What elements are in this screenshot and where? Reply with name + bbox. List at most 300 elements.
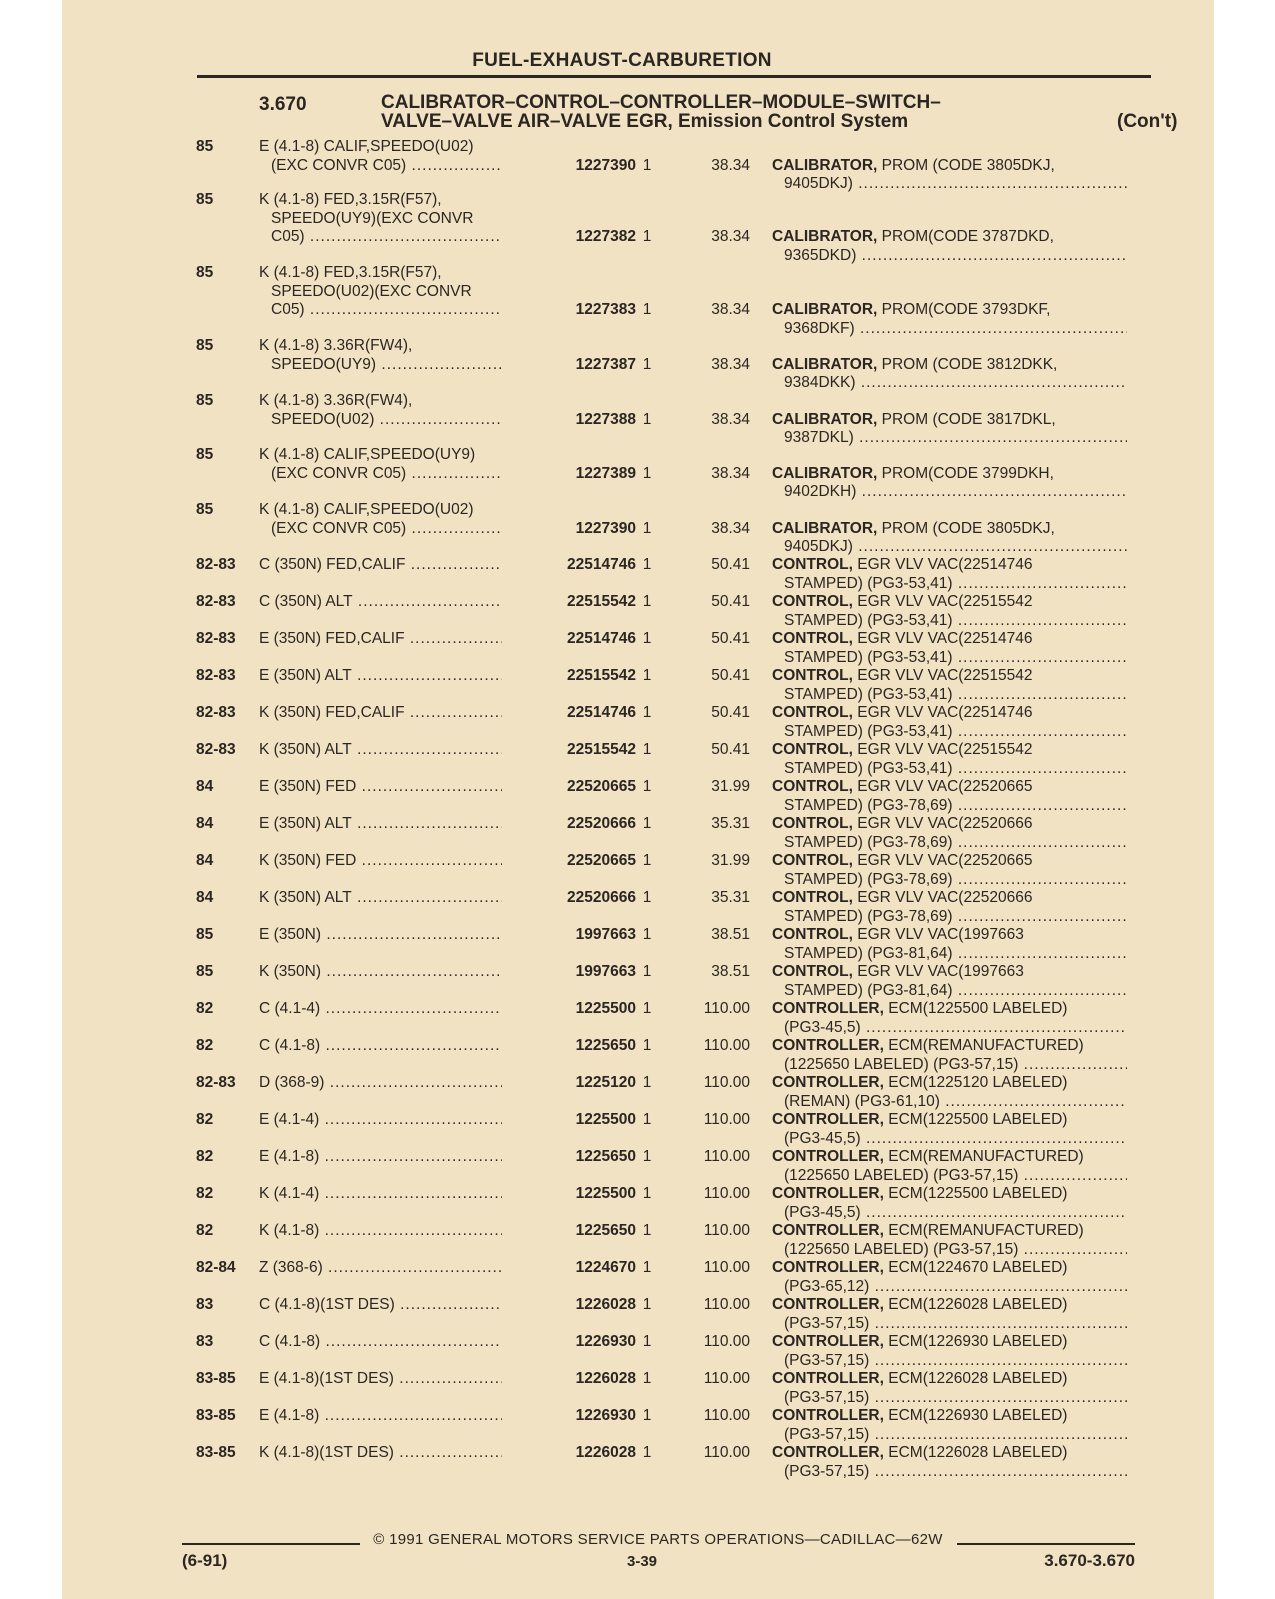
row-part-number: 1997663 [502,963,636,982]
row-part-number: 22514746 [502,630,636,649]
row-description-line: SPEEDO(U02)(EXC CONVR [271,282,472,300]
row-part-number: 22520666 [502,815,636,834]
table-row [62,815,1214,855]
row-description-line: K (4.1-8) CALIF,SPEEDO(U02) [259,501,474,518]
row-part-detail: EGR VLV VAC(1997663 [852,926,1024,943]
row-description-line: C (350N) ALT ..... [259,593,577,612]
row-part-name-line [772,1370,1127,1389]
row-part-name-line [772,926,1127,945]
row-description-line: K (350N) FED,CALIF ..... [259,704,577,723]
row-part-detail: ECM(REMANUFACTURED) [883,1148,1084,1165]
row-description-line: C05) ..... [259,301,577,320]
row-part-name-line: STAMPED) (PG3-78,69) ..... [772,871,1127,890]
row-description-line: K (4.1-8) FED,3.15R(F57), [259,191,442,208]
row-price: 110.00 [703,1296,750,1313]
row-year: 82-83 [196,704,236,721]
table-row [62,704,1214,744]
row-description-line: (EXC CONVR C05) ..... [259,465,577,484]
row-part-category: CALIBRATOR, [772,228,878,245]
row-part-name-line: (PG3-65,12) ..... [772,1278,1127,1297]
row-description-line: K (4.1-8) 3.36R(FW4), [259,337,413,354]
row-price: 38.34 [711,355,750,373]
row-description-line: K (350N) ALT ..... [259,889,577,908]
row-part-name-line [772,1259,1127,1278]
row-part-category: CONTROLLER, [772,1185,884,1202]
section-title-line1: CALIBRATOR–CONTROL–CONTROLLER–MODULE–SWITCH– [381,92,941,113]
row-part-name-line [772,1000,1127,1019]
row-part-detail: ECM(1225500 LABELED) [883,1185,1068,1202]
row-part-category: CONTROLLER, [772,1370,884,1387]
row-quantity: 1 [642,1333,652,1350]
row-part-name [772,1148,1127,1185]
row-price: 38.34 [711,410,750,428]
row-quantity: 1 [642,593,652,610]
row-year: 85 [196,392,214,409]
table-row [62,1148,1214,1188]
row-part-name [772,667,1127,704]
row-part-name-line [772,1148,1127,1167]
row-quantity: 1 [642,156,652,174]
row-price: 110.00 [703,1074,750,1091]
row-part-detail: ECM(1225120 LABELED) [883,1074,1068,1091]
row-part-name [772,630,1127,667]
row-description-line: SPEEDO(U02) ..... [259,411,577,430]
row-part-name-line [772,778,1127,797]
row-part-name [772,556,1127,593]
table-row [62,392,1214,446]
row-part-category: CONTROL, [772,630,853,647]
row-price: 110.00 [703,1370,750,1387]
row-part-category: CALIBRATOR, [772,355,878,373]
row-part-number: 22515542 [502,593,636,612]
row-part-name-line [772,704,1127,723]
row-part-name-line [772,852,1127,871]
row-quantity: 1 [642,464,652,482]
table-row [62,264,1214,337]
row-quantity: 1 [642,519,652,537]
row-price: 38.34 [711,228,750,245]
row-description-line: C05) ..... [259,228,577,247]
row-price: 38.34 [711,301,750,318]
row-quantity: 1 [642,1037,652,1054]
row-description-line: E (350N) FED,CALIF ..... [259,630,577,649]
row-part-detail: ECM(1225500 LABELED) [883,1111,1068,1128]
row-quantity: 1 [642,355,652,373]
row-part-category: CONTROL, [772,704,853,721]
row-part-name-line: STAMPED) (PG3-53,41) ..... [772,723,1127,742]
row-part-detail: ECM(1226028 LABELED) [883,1296,1068,1313]
row-quantity: 1 [642,889,652,906]
row-part-name-line: (1225650 LABELED) (PG3-57,15) ..... [772,1056,1127,1075]
row-part-detail: PROM(CODE 3799DKH, [877,464,1054,482]
table-row [62,1259,1214,1299]
row-part-detail: ECM(1226028 LABELED) [883,1444,1068,1461]
section-number: 3.670 [259,94,307,115]
row-description-line: SPEEDO(UY9)(EXC CONVR [271,209,474,227]
row-part-name-line [772,411,1127,430]
row-part-name [772,465,1127,502]
row-part-name-line: 9365DKD) ..... [772,247,1127,266]
table-row [62,926,1214,966]
row-part-category: CONTROL, [772,778,853,795]
row-price: 110.00 [703,1185,750,1202]
row-price: 38.51 [711,963,750,980]
row-year: 82 [196,1037,214,1054]
row-part-name-line [772,301,1127,320]
row-price: 110.00 [703,1407,750,1424]
row-quantity: 1 [642,1259,652,1276]
row-quantity: 1 [642,1111,652,1128]
row-part-number: 1227383 [502,301,636,320]
row-part-name-line [772,228,1127,247]
row-description-line: E (350N) ALT ..... [259,667,577,686]
table-row [62,1296,1214,1336]
row-part-category: CALIBRATOR, [772,519,878,537]
table-row [62,1037,1214,1077]
row-part-category: CONTROLLER, [772,1037,884,1054]
row-quantity: 1 [642,1148,652,1165]
row-description-line: E (4.1-8) CALIF,SPEEDO(U02) [259,138,474,155]
row-part-category: CONTROL, [772,963,853,980]
row-part-name [772,1074,1127,1111]
row-description-line: K (4.1-8) FED,3.15R(F57), [259,264,442,281]
row-part-detail: ECM(1226930 LABELED) [883,1333,1068,1350]
row-price: 35.31 [711,815,750,832]
row-part-number: 1225500 [502,1111,636,1130]
row-part-name-line [772,815,1127,834]
row-description-line: D (368-9) ..... [259,1074,577,1093]
row-description-line: C (4.1-8)(1ST DES) ..... [259,1296,577,1315]
row-part-name-line: STAMPED) (PG3-53,41) ..... [772,575,1127,594]
row-year: 83 [196,1333,214,1350]
row-part-name [772,1370,1127,1407]
row-part-name [772,1333,1127,1370]
row-part-name [772,1407,1127,1444]
row-part-number: 22515542 [502,741,636,760]
row-part-name-line: (PG3-45,5) ..... [772,1204,1127,1223]
row-part-name [772,963,1127,1000]
table-row [62,593,1214,633]
row-part-category: CONTROL, [772,852,853,869]
row-description-line: C (4.1-8) ..... [259,1333,577,1352]
row-description-line: C (350N) FED,CALIF ..... [259,556,577,575]
row-part-name-line: STAMPED) (PG3-53,41) ..... [772,612,1127,631]
row-description-line: E (4.1-4) ..... [259,1111,577,1130]
row-price: 110.00 [703,1444,750,1461]
table-row [62,1333,1214,1373]
section-title-line2: VALVE–VALVE AIR–VALVE EGR, Emission Control System [381,111,909,132]
row-part-name [772,852,1127,889]
row-quantity: 1 [642,1296,652,1313]
row-quantity: 1 [642,1370,652,1387]
row-part-category: CONTROLLER, [772,1000,884,1017]
row-part-name-line: (PG3-57,15) ..... [772,1389,1127,1408]
row-part-detail: ECM(1226028 LABELED) [883,1370,1068,1387]
row-part-name-line: (PG3-45,5) ..... [772,1019,1127,1038]
table-row [62,1000,1214,1040]
row-description-line: Z (368-6) ..... [259,1259,577,1278]
row-quantity: 1 [642,1000,652,1017]
row-part-number: 1225650 [502,1222,636,1241]
row-part-name-line: STAMPED) (PG3-53,41) ..... [772,686,1127,705]
row-part-name-line [772,1111,1127,1130]
row-year: 82-83 [196,630,236,647]
row-price: 35.31 [711,889,750,906]
row-part-name [772,926,1127,963]
row-part-name-line [772,1444,1127,1463]
row-part-category: CONTROL, [772,556,853,573]
row-price: 50.41 [711,630,750,647]
table-row [62,1185,1214,1225]
row-price: 50.41 [711,741,750,758]
row-part-number: 1226028 [502,1444,636,1463]
row-part-name-line [772,157,1127,176]
row-part-number: 1225650 [502,1148,636,1167]
row-description-line: K (350N) ..... [259,963,577,982]
row-year: 83-85 [196,1370,236,1387]
row-part-detail: ECM(REMANUFACTURED) [883,1222,1084,1239]
table-row [62,630,1214,670]
row-part-category: CALIBRATOR, [772,464,878,482]
row-year: 85 [196,501,214,518]
row-quantity: 1 [642,1185,652,1202]
row-part-name-line: STAMPED) (PG3-78,69) ..... [772,797,1127,816]
row-description-line: E (350N) FED ..... [259,778,577,797]
row-part-category: CALIBRATOR, [772,301,878,318]
row-part-name [772,1000,1127,1037]
row-part-name-line [772,1222,1127,1241]
row-description-line: SPEEDO(UY9) ..... [259,356,577,375]
row-part-number: 1226028 [502,1296,636,1315]
row-part-name-line: (PG3-45,5) ..... [772,1130,1127,1149]
table-row [62,1074,1214,1114]
row-part-name-line [772,520,1127,539]
row-part-category: CONTROLLER, [772,1259,884,1276]
row-part-category: CONTROLLER, [772,1148,884,1165]
row-part-category: CONTROLLER, [772,1222,884,1239]
row-part-category: CONTROL, [772,667,853,684]
row-description-line: E (4.1-8)(1ST DES) ..... [259,1370,577,1389]
row-part-name-line: 9384DKK) ..... [772,374,1127,393]
row-part-name-line: 9405DKJ) ..... [772,538,1127,557]
row-part-category: CONTROL, [772,889,853,906]
row-quantity: 1 [642,667,652,684]
parts-table [62,0,1214,1599]
row-part-name [772,1259,1127,1296]
row-part-number: 1225500 [502,1185,636,1204]
row-part-number: 1225500 [502,1000,636,1019]
row-year: 82 [196,1148,214,1165]
row-part-name-line: STAMPED) (PG3-53,41) ..... [772,649,1127,668]
row-description-line: K (4.1-8) 3.36R(FW4), [259,392,413,409]
row-price: 110.00 [703,1111,750,1128]
row-part-name [772,778,1127,815]
row-price: 38.34 [711,156,750,174]
row-part-detail: EGR VLV VAC(22520665 [852,778,1033,795]
row-price: 110.00 [703,1222,750,1239]
row-part-name-line [772,556,1127,575]
row-part-detail: ECM(1226930 LABELED) [883,1407,1068,1424]
row-year: 85 [196,337,214,354]
footer-date-code: (6-91) [182,1551,228,1570]
row-part-category: CONTROLLER, [772,1296,884,1313]
row-part-category: CONTROL, [772,926,853,943]
row-part-detail: EGR VLV VAC(22515542 [852,667,1033,684]
row-description-line: K (350N) ALT ..... [259,741,577,760]
row-price: 110.00 [703,1037,750,1054]
table-row [62,889,1214,929]
row-part-number: 1225120 [502,1074,636,1093]
row-part-detail: PROM(CODE 3787DKD, [877,228,1054,245]
row-description-line: E (350N) ALT ..... [259,815,577,834]
row-price: 110.00 [703,1148,750,1165]
row-part-name-line: (REMAN) (PG3-61,10) ..... [772,1093,1127,1112]
row-part-number: 22514746 [502,556,636,575]
table-row [62,667,1214,707]
row-part-number: 1226930 [502,1333,636,1352]
row-year: 82 [196,1222,214,1239]
row-year: 82 [196,1111,214,1128]
row-quantity: 1 [642,1222,652,1239]
row-year: 84 [196,889,214,906]
row-part-name-line [772,1037,1127,1056]
table-row [62,191,1214,264]
row-part-name [772,157,1127,194]
row-part-name-line: (PG3-57,15) ..... [772,1463,1127,1482]
row-part-number: 1227387 [502,356,636,375]
row-price: 110.00 [703,1000,750,1017]
row-year: 85 [196,138,214,155]
row-year: 82-84 [196,1259,236,1276]
row-part-detail: EGR VLV VAC(22515542 [852,593,1033,610]
table-row [62,1444,1214,1484]
row-part-name-line [772,1074,1127,1093]
row-description-line: C (4.1-4) ..... [259,1000,577,1019]
row-part-name-line: (1225650 LABELED) (PG3-57,15) ..... [772,1241,1127,1260]
row-quantity: 1 [642,778,652,795]
row-part-number: 1997663 [502,926,636,945]
row-year: 85 [196,446,214,463]
row-part-name-line [772,1296,1127,1315]
row-part-number: 22520665 [502,778,636,797]
row-price: 50.41 [711,556,750,573]
row-part-detail: EGR VLV VAC(1997663 [852,963,1024,980]
row-part-name [772,1444,1127,1481]
row-quantity: 1 [642,741,652,758]
row-part-name-line: (1225650 LABELED) (PG3-57,15) ..... [772,1167,1127,1186]
row-part-name [772,704,1127,741]
row-description-line: C (4.1-8) ..... [259,1037,577,1056]
row-year: 83 [196,1296,214,1313]
row-year: 83-85 [196,1407,236,1424]
row-description-line: K (4.1-4) ..... [259,1185,577,1204]
row-price: 38.34 [711,464,750,482]
row-part-name-line [772,889,1127,908]
row-part-number: 22520665 [502,852,636,871]
row-part-name [772,1037,1127,1074]
row-part-detail: PROM (CODE 3812DKK, [877,355,1058,373]
table-row [62,337,1214,391]
row-part-number: 1227388 [502,411,636,430]
row-part-number: 1227390 [502,520,636,539]
row-quantity: 1 [642,228,652,245]
row-part-name-line [772,465,1127,484]
row-part-number: 1227389 [502,465,636,484]
row-part-name-line: 9387DKL) ..... [772,429,1127,448]
row-quantity: 1 [642,815,652,832]
row-description-line: E (4.1-8) ..... [259,1148,577,1167]
row-year: 85 [196,264,214,281]
row-price: 38.51 [711,926,750,943]
row-part-name-line [772,1333,1127,1352]
row-year: 84 [196,778,214,795]
row-part-detail: EGR VLV VAC(22514746 [852,630,1033,647]
row-part-detail: EGR VLV VAC(22520665 [852,852,1033,869]
table-row [62,741,1214,781]
row-quantity: 1 [642,630,652,647]
row-price: 31.99 [711,852,750,869]
row-part-detail: EGR VLV VAC(22520666 [852,815,1033,832]
row-part-detail: PROM (CODE 3817DKL, [877,410,1056,428]
row-part-number: 1224670 [502,1259,636,1278]
table-row [62,963,1214,1003]
table-row [62,852,1214,892]
row-part-number: 1225650 [502,1037,636,1056]
row-description-line: K (4.1-8) ..... [259,1222,577,1241]
row-price: 31.99 [711,778,750,795]
row-part-name [772,1111,1127,1148]
row-part-name-line: (PG3-57,15) ..... [772,1426,1127,1445]
row-year: 82-83 [196,667,236,684]
row-price: 110.00 [703,1259,750,1276]
row-part-number: 1227382 [502,228,636,247]
row-part-name [772,301,1127,338]
row-part-number: 22515542 [502,667,636,686]
row-part-category: CALIBRATOR, [772,156,878,174]
row-year: 82-83 [196,593,236,610]
row-part-category: CONTROLLER, [772,1407,884,1424]
row-part-name-line [772,741,1127,760]
row-part-name-line [772,356,1127,375]
table-row [62,1407,1214,1447]
row-part-number: 22514746 [502,704,636,723]
row-part-name-line [772,963,1127,982]
row-price: 38.34 [711,519,750,537]
row-part-name [772,815,1127,852]
row-part-name [772,593,1127,630]
table-row [62,1111,1214,1151]
row-part-detail: EGR VLV VAC(22514746 [852,556,1033,573]
table-row [62,778,1214,818]
row-year: 84 [196,815,214,832]
row-part-name-line: STAMPED) (PG3-53,41) ..... [772,760,1127,779]
row-part-category: CONTROLLER, [772,1444,884,1461]
row-quantity: 1 [642,704,652,721]
row-description-line: E (4.1-8) ..... [259,1407,577,1426]
row-quantity: 1 [642,301,652,318]
row-part-detail: EGR VLV VAC(22514746 [852,704,1033,721]
row-quantity: 1 [642,410,652,428]
row-part-detail: PROM (CODE 3805DKJ, [877,519,1055,537]
row-year: 82-83 [196,1074,236,1091]
row-price: 50.41 [711,593,750,610]
row-quantity: 1 [642,852,652,869]
row-part-category: CONTROL, [772,741,853,758]
row-description-line: K (4.1-8)(1ST DES) ..... [259,1444,577,1463]
row-part-name [772,228,1127,265]
row-part-name-line [772,1407,1127,1426]
row-part-name-line: 9402DKH) ..... [772,483,1127,502]
